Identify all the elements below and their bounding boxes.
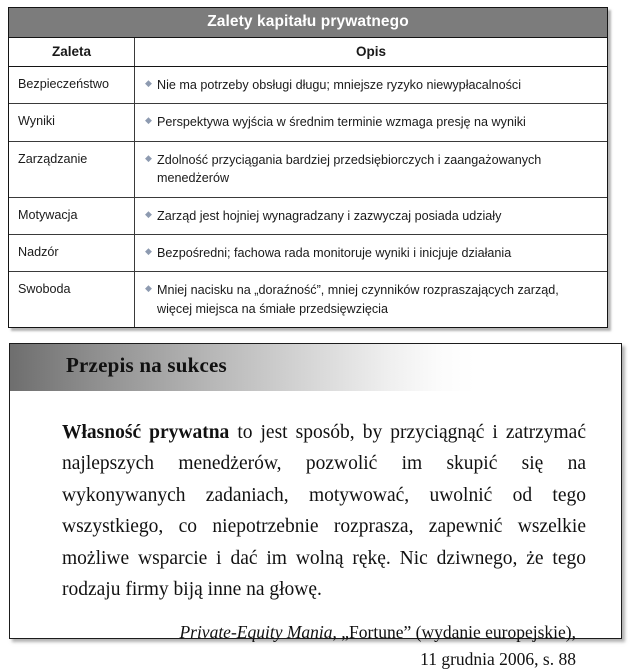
cell-advantage: Wyniki: [18, 114, 55, 129]
column-header-description: Opis: [134, 38, 607, 66]
bullet-line: [145, 76, 597, 94]
table-header-row: [9, 38, 607, 67]
cell-description: [134, 104, 607, 140]
attribution-line-source: [62, 619, 576, 645]
bullet-text: Nie ma potrzeby obsługi długu; mniejsze ryzyko niewypłacalności: [157, 78, 521, 92]
table-row: [9, 142, 607, 198]
table-title: Zalety kapitału prywatnego: [9, 8, 607, 38]
diamond-bullet-icon: ◆: [145, 78, 152, 88]
table-row: [9, 235, 607, 272]
cell-description: [134, 272, 607, 327]
quote-paragraph: [10, 391, 621, 672]
cell-advantage: Zarządzanie: [18, 151, 88, 166]
cell-description: [134, 67, 607, 103]
bullet-text: Perspektywa wyjścia w średnim terminie wzmaga presję na wyniki: [157, 115, 526, 130]
attribution-line-date: 11 grudnia 2006, s. 88: [420, 648, 576, 669]
bullet-text: Mniej nacisku na „doraźność”, mniej czynników rozpraszających zarząd, więcej miejsca na śmiałe przedsięwzięcia: [157, 283, 559, 316]
advantages-table: [8, 7, 608, 328]
table-row: [9, 198, 607, 235]
bullet-text: Bezpośredni; fachowa rada monitoruje wyniki i inicjuje działania: [157, 245, 512, 260]
source-publication: , „Fortune” (wydanie europejskie),: [332, 622, 576, 643]
cell-advantage: Nadzór: [18, 244, 59, 259]
bullet-line: [145, 151, 597, 188]
table-row: [9, 272, 607, 327]
quote-attribution: [62, 619, 586, 672]
bullet-text: Zarząd jest hojniej wynagradzany i zazwyczaj posiada udziały: [157, 208, 502, 223]
diamond-bullet-icon: ◆: [145, 115, 152, 126]
bullet-line: [145, 207, 597, 225]
success-recipe-box: [9, 343, 622, 669]
box-heading: Przepis na sukces: [66, 353, 227, 377]
bullet-line: [145, 113, 597, 131]
table-row: [9, 67, 607, 104]
diamond-bullet-icon: ◆: [145, 283, 152, 294]
cell-description: [134, 142, 607, 197]
bullet-line: [145, 244, 597, 262]
cell-advantage: Bezpieczeństwo: [18, 77, 110, 91]
table-row: [9, 104, 607, 141]
diamond-bullet-icon: ◆: [145, 152, 152, 163]
cell-advantage: Motywacja: [18, 207, 78, 222]
cell-description: [134, 198, 607, 234]
bullet-line: [145, 281, 597, 318]
diamond-bullet-icon: ◆: [145, 208, 152, 219]
box-gradient-band: [10, 344, 621, 391]
bullet-text: Zdolność przyciągania bardziej przedsiębiorczych i zaangażowanych menedżerów: [157, 152, 542, 186]
quote-lead-in: Własność prywatna: [62, 422, 230, 443]
diamond-bullet-icon: ◆: [145, 245, 152, 256]
cell-advantage: Swoboda: [18, 282, 71, 297]
column-header-advantage: Zaleta: [51, 44, 92, 59]
quote-body-text: to jest sposób, by przyciągnąć i zatrzymać najlepszych menedżerów, pozwolić im skupić się na wykonywanych zadaniach, motywować, uwolnić od tego wszystkiego, co niepotrzebnie rozprasza, zapewnić wszelkie możliwe wsparcie i dać im wolną rękę. Nic dziwnego, że tego rodzaju firmy biją inne na głowę.: [62, 422, 586, 600]
cell-description: [134, 235, 607, 271]
source-work-title: Private-Equity Mania: [179, 622, 333, 643]
